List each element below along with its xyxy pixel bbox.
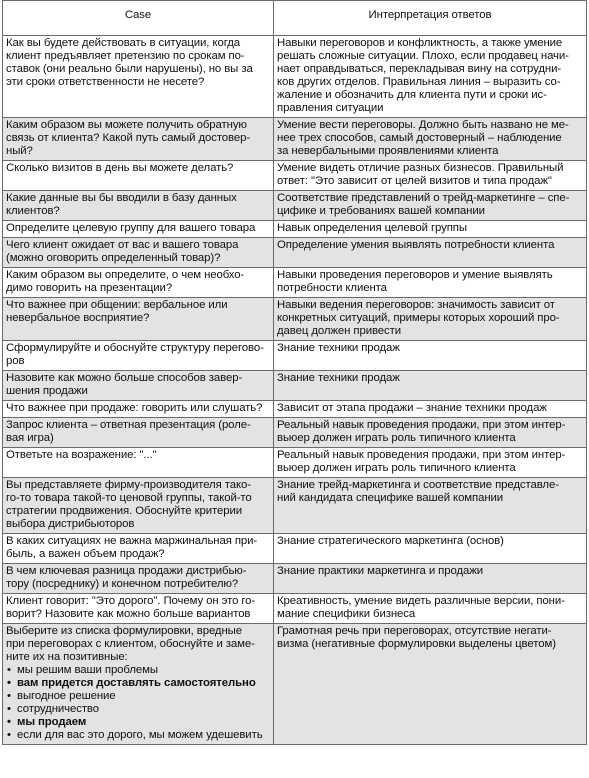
interpretation-text: Реальный навык проведения продажи, при этом интер- [277,449,566,461]
interpretation-cell [274,418,587,448]
bullet-icon: • [7,664,11,676]
question-text: клиент предъявляет претензию по срокам по- [6,50,245,62]
table-header-row [3,1,587,36]
interpretation-cell [274,191,587,221]
option-text: если для вас это дорого, мы можем удешевить [17,729,263,741]
list-item [6,703,270,716]
interpretation-cell [274,478,587,534]
table-row [3,564,587,594]
interpretation-cell [274,221,587,238]
question-text: В чем ключевая разница продажи дистрибью- [6,565,247,577]
bullet-icon: • [7,703,11,715]
question-text: ните их на позитивные: [6,651,128,663]
interpretation-text: Креативность, умение видеть различные версии, пони- [277,595,565,607]
interpretation-text: вьюер должен играть роль типичного клиента [277,462,516,474]
list-item [6,677,270,690]
interpretation-text: конкретных ситуаций, примеры которых хороший про- [277,312,560,324]
question-text: клиентов? [6,205,60,217]
question-text: ставок (они реально были нарушены), но вы за [6,63,253,75]
case-question-cell [3,161,274,191]
question-text: димо говорить на презентации? [6,282,173,294]
table-row [3,478,587,534]
question-text: Как вы будете действовать в ситуации, когда [6,37,241,49]
interpretation-cell [274,341,587,371]
interpretation-text: Знание трейд-маркетинга и соответствие представле- [277,479,559,491]
interpretation-text: Навыки ведения переговоров: значимость зависит от [277,299,555,311]
question-text: стратегии продвижения. Обоснуйте критерии [6,505,242,517]
question-text: выбора дистрибьюторов [6,518,135,530]
case-question-cell [3,401,274,418]
list-item [6,716,270,729]
question-text: (можно оговорить определенный товар)? [6,252,221,264]
question-text: шения продажи [6,385,88,397]
question-text: Ответьте на возражение: "..." [6,449,157,461]
interpretation-text: нее трех способов, самый достоверный – наблюдение [277,132,562,144]
interpretation-cell [274,36,587,118]
table-row [3,268,587,298]
question-text: В каких ситуациях не важна маржинальная при- [6,535,258,547]
question-text: Запрос клиента – ответная презентация (роле- [6,419,251,431]
table-row [3,36,587,118]
interpretation-text: Навык определения целевой группы [277,222,467,234]
table-row [3,624,587,745]
interpretation-text: за невербальными проявлениями клиента [277,145,499,157]
case-question-cell [3,534,274,564]
bullet-icon: • [7,716,11,728]
table-body [3,36,587,745]
table-row [3,118,587,161]
case-question-cell [3,238,274,268]
list-item [6,664,270,677]
question-text: Определите целевую группу для вашего товара [6,222,256,234]
table-row [3,191,587,221]
question-text: быль, а важен объем продаж? [6,548,165,560]
interpretation-cell [274,624,587,745]
case-question-cell [3,418,274,448]
list-item [6,690,270,703]
interpretation-cell [274,118,587,161]
interpretation-cell [274,268,587,298]
question-text: Каким образом вы можете получить обратную [6,119,247,131]
table-row [3,594,587,624]
table-row [3,418,587,448]
interpretation-text: правления ситуации [277,102,384,114]
interpretation-text: Навыки переговоров и конфликтность, а также умение [277,37,563,49]
case-question-cell [3,564,274,594]
interpretation-text: Знание техники продаж [277,372,400,384]
interpretation-text: Знание техники продаж [277,342,400,354]
interpretation-text: Знание стратегического маркетинга (основ) [277,535,504,547]
option-text: выгодное решение [17,690,116,702]
interpretation-text: Реальный навык проведения продажи, при этом интер- [277,419,566,431]
case-question-cell [3,624,274,745]
question-text: Назовите как можно больше способов завер- [6,372,243,384]
interpretation-cell [274,564,587,594]
option-text: сотрудничество [17,703,99,715]
question-text: Сформулируйте и обоснуйте структуру перегово- [6,342,264,354]
interpretation-text: Соответствие представлений о трейд-маркетинге – спе- [277,192,570,204]
interpretation-text: давец должен привести [277,325,402,337]
interpretation-cell [274,161,587,191]
table-row [3,371,587,401]
question-text: вая игра) [6,432,54,444]
question-text: го-то товара такой-то ценовой группы, такой-то [6,492,252,504]
case-question-cell [3,594,274,624]
option-text: мы продаем [17,716,87,728]
interpretation-text: Умение видеть отличие разных бизнесов. Правильный [277,162,564,174]
table-row [3,298,587,341]
interpretation-cell [274,594,587,624]
case-question-cell [3,478,274,534]
question-text: при переговорах с клиентом, обоснуйте и заме- [6,638,255,650]
interpretation-text: нает оправдываться, перекладывая вину на сотрудни- [277,63,562,75]
header-interpretation: Интерпретация ответов [274,1,587,36]
interpretation-cell [274,534,587,564]
case-question-cell [3,268,274,298]
phrase-options-list [6,664,270,742]
case-question-cell [3,118,274,161]
interpretation-text: потребности клиента [277,282,387,294]
list-item [6,729,270,742]
bullet-icon: • [7,677,11,689]
table-row [3,401,587,418]
interpretation-text: Грамотная речь при переговорах, отсутствие негати- [277,625,552,637]
case-question-cell [3,371,274,401]
question-text: тору (посреднику) и конечном потребителю? [6,578,239,590]
interpretation-text: Навыки проведения переговоров и умение выявлять [277,269,553,281]
header-case: Case [3,1,274,36]
question-text: Клиент говорит: "Это дорого". Почему он это го- [6,595,256,607]
question-text: Каким образом вы определите, о чем необхо- [6,269,245,281]
interpretation-text: Определение умения выявлять потребности клиента [277,239,555,251]
case-question-cell [3,298,274,341]
table-row [3,221,587,238]
question-text: невербальное восприятие? [6,312,150,324]
interpretation-text: визма (негативные формулировки выделены цветом) [277,638,556,650]
question-text: ный? [6,145,33,157]
question-text: Что важнее при продаже: говорить или слушать? [6,402,263,414]
interpretation-cell [274,238,587,268]
table-row [3,341,587,371]
bullet-icon: • [7,729,11,741]
option-text: мы решим ваши проблемы [17,664,158,676]
interpretation-cell [274,298,587,341]
case-question-cell [3,36,274,118]
interpretation-text: решать сложные ситуации. Плохо, если продавец начи- [277,50,569,62]
question-text: Вы представляете фирму-производителя тако- [6,479,251,491]
case-question-cell [3,191,274,221]
interpretation-cell [274,448,587,478]
interpretation-text: жаление и обозначить для клиента пути и сроки ис- [277,89,547,101]
interpretation-text: цифике и требованиях вашей компании [277,205,485,217]
interpretation-text: ний кандидата специфике вашей компании [277,492,504,504]
case-question-cell [3,448,274,478]
question-text: Что важнее при общении: вербальное или [6,299,228,311]
case-question-cell [3,221,274,238]
interpretation-cell [274,371,587,401]
question-text: Какие данные вы бы вводили в базу данных [6,192,237,204]
interpretation-text: Зависит от этапа продажи – знание техники продаж [277,402,547,414]
interpretation-text: вьюер должен играть роль типичного клиента [277,432,516,444]
case-table [2,0,587,745]
question-text: Выберите из списка формулировки, вредные [6,625,242,637]
table-row [3,238,587,268]
interpretation-text: Знание практики маркетинга и продажи [277,565,484,577]
question-text: Чего клиент ожидает от вас и вашего товара [6,239,239,251]
question-text: связь от клиента? Какой путь самый достовер- [6,132,251,144]
case-question-cell [3,341,274,371]
interpretation-text: ответ: "Это зависит от целей визитов и типа продаж" [277,175,552,187]
table-row [3,161,587,191]
interpretation-cell [274,401,587,418]
interpretation-text: ков других отделов. Правильная линия – выразить со- [277,76,561,88]
interpretation-text: мание специфики бизнеса [277,608,416,620]
question-text: Сколько визитов в день вы можете делать? [6,162,234,174]
question-text: эти сроки ответственности не несете? [6,76,205,88]
table-row [3,448,587,478]
question-text: ров [6,355,25,367]
interpretation-text: Умение вести переговоры. Должно быть названо не ме- [277,119,569,131]
option-text: вам придется доставлять самостоятельно [17,677,256,689]
table-row [3,534,587,564]
bullet-icon: • [7,690,11,702]
question-text: ворит? Назовите как можно больше вариантов [6,608,251,620]
